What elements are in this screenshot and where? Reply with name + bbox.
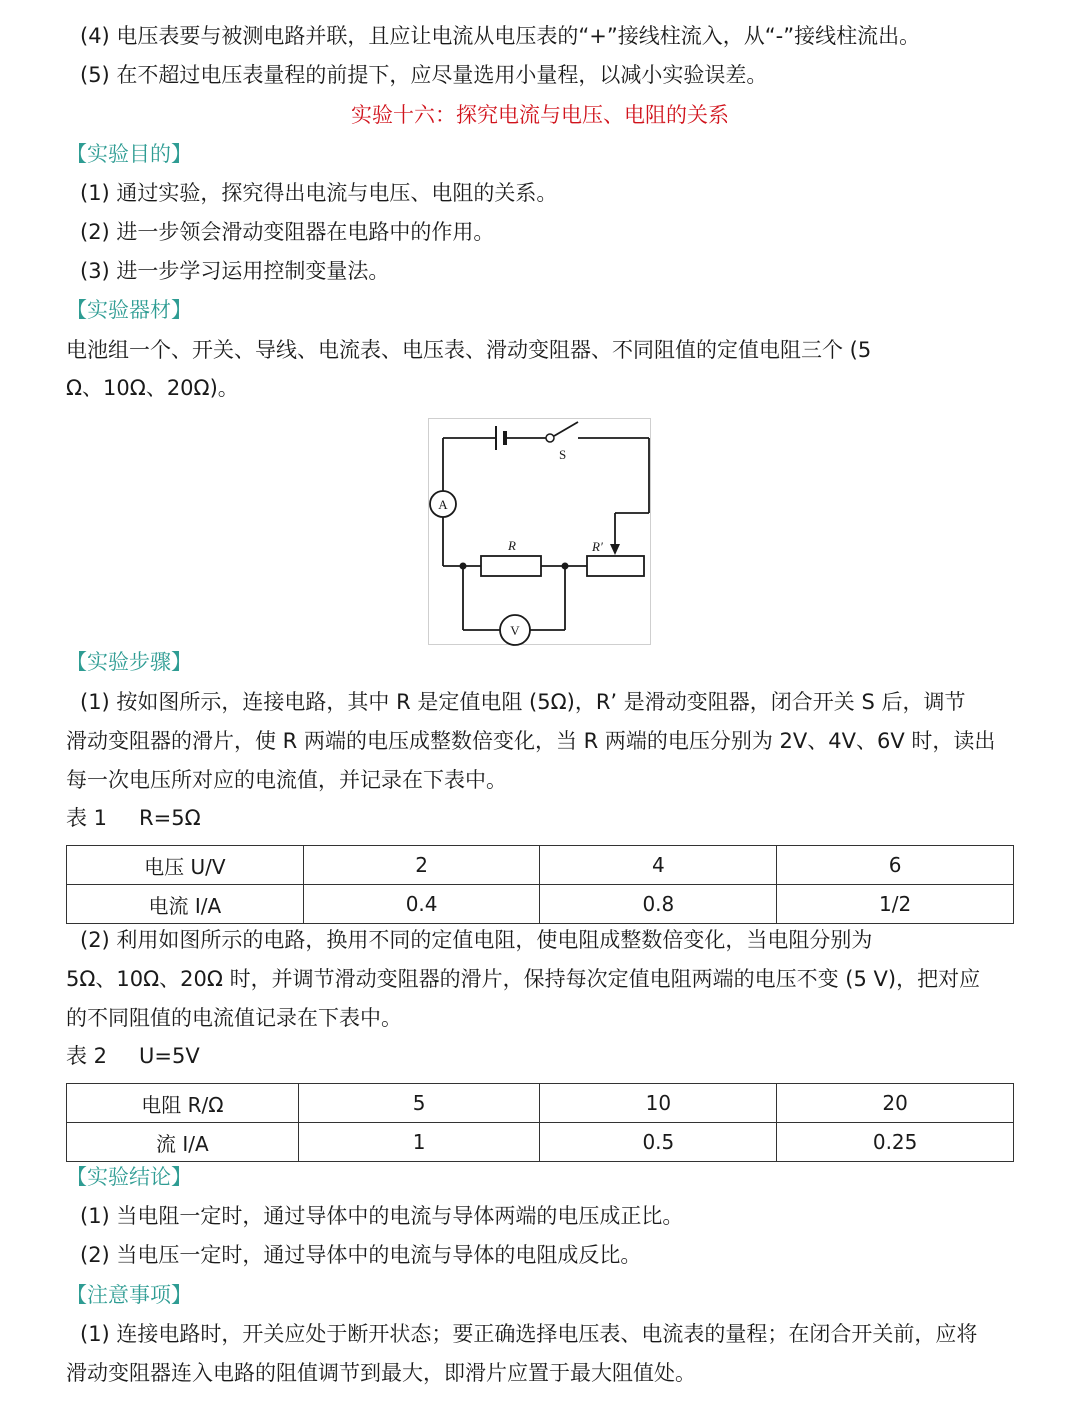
steps-heading: 【实验步骤】 (66, 650, 192, 674)
table2 (66, 1083, 1014, 1162)
notes-line: 滑动变阻器连入电路的阻值调节到最大，即滑片应置于最大阻值处。 (66, 1361, 696, 1385)
equipment-line: Ω、10Ω、20Ω)。 (66, 376, 239, 400)
table1-caption-label: 表 1 (66, 806, 108, 830)
junction-dot (562, 563, 569, 570)
table1-caption (66, 804, 201, 832)
table-cell: 4 (540, 846, 777, 885)
table1-condition: R=5Ω (139, 806, 201, 830)
table-cell: 20 (777, 1084, 1014, 1123)
step1-line: 每一次电压所对应的电流值，并记录在下表中。 (66, 768, 507, 792)
step2-line: (2) 利用如图所示的电路，换用不同的定值电阻，使电阻成整数倍变化，当电阻分别为 (80, 928, 873, 952)
note-item-5: (5) 在不超过电压表量程的前提下，应尽量选用小量程，以减小实验误差。 (80, 63, 768, 87)
switch-label: S (559, 447, 567, 462)
purpose-item: (1) 通过实验，探究得出电流与电压、电阻的关系。 (80, 181, 558, 205)
switch-contact (546, 434, 554, 442)
junction-dot (460, 563, 467, 570)
conclusion-item: (2) 当电压一定时，通过导体中的电流与导体的电阻成反比。 (80, 1243, 642, 1267)
table-row (67, 1084, 1014, 1123)
note-item-4: (4) 电压表要与被测电路并联，且应让电流从电压表的“+”接线柱流入，从“-”接线柱流出。 (80, 24, 921, 48)
step1-line: (1) 按如图所示，连接电路，其中 R 是定值电阻 (5Ω)，R’ 是滑动变阻器，闭合开关 S 后，调节 (80, 690, 966, 714)
experiment-title: 实验十六：探究电流与电压、电阻的关系 (351, 103, 729, 127)
table-cell: 0.5 (540, 1123, 777, 1162)
table-row (67, 1123, 1014, 1162)
conclusion-item: (1) 当电阻一定时，通过导体中的电流与导体两端的电压成正比。 (80, 1204, 684, 1228)
diagram-frame (429, 419, 651, 645)
table-cell: 6 (777, 846, 1014, 885)
table-cell: 5 (298, 1084, 540, 1123)
purpose-heading: 【实验目的】 (66, 142, 192, 166)
table-cell: 流 I/A (67, 1123, 299, 1162)
step2-line: 的不同阻值的电流值记录在下表中。 (66, 1006, 402, 1030)
table2-condition: U=5V (139, 1044, 200, 1068)
step2-line: 5Ω、10Ω、20Ω 时，并调节滑动变阻器的滑片，保持每次定值电阻两端的电压不变 (5 V)，把对应 (66, 967, 981, 991)
table-cell: 0.25 (777, 1123, 1014, 1162)
equipment-heading: 【实验器材】 (66, 298, 192, 322)
equipment-line: 电池组一个、开关、导线、电流表、电压表、滑动变阻器、不同阻值的定值电阻三个 (5 (66, 338, 872, 362)
table-cell: 0.8 (540, 885, 777, 924)
table-row (67, 885, 1014, 924)
table-cell: 0.4 (303, 885, 540, 924)
conclusion-heading: 【实验结论】 (66, 1165, 192, 1189)
table-cell: 电阻 R/Ω (67, 1084, 299, 1123)
purpose-item: (2) 进一步领会滑动变阻器在电路中的作用。 (80, 220, 495, 244)
table1 (66, 845, 1014, 924)
step1-line: 滑动变阻器的滑片，使 R 两端的电压成整数倍变化，当 R 两端的电压分别为 2V、4V、6V 时，读出 (66, 729, 996, 753)
rheostat-label: R′ (592, 539, 603, 554)
circuit-diagram (428, 418, 652, 646)
table-cell: 10 (540, 1084, 777, 1123)
table2-caption (66, 1042, 200, 1070)
ammeter-label: A (438, 497, 448, 512)
notes-line: (1) 连接电路时，开关应处于断开状态；要正确选择电压表、电流表的量程；在闭合开关前，应将 (80, 1322, 978, 1346)
notes-heading: 【注意事项】 (66, 1283, 192, 1307)
table-cell: 2 (303, 846, 540, 885)
table-cell: 1/2 (777, 885, 1014, 924)
table2-caption-label: 表 2 (66, 1044, 108, 1068)
voltmeter-label: V (510, 623, 520, 638)
table-cell: 1 (298, 1123, 540, 1162)
table-cell: 电流 I/A (67, 885, 304, 924)
resistor-label: R (508, 538, 516, 553)
table-row (67, 846, 1014, 885)
purpose-item: (3) 进一步学习运用控制变量法。 (80, 259, 390, 283)
table-cell: 电压 U/V (67, 846, 304, 885)
